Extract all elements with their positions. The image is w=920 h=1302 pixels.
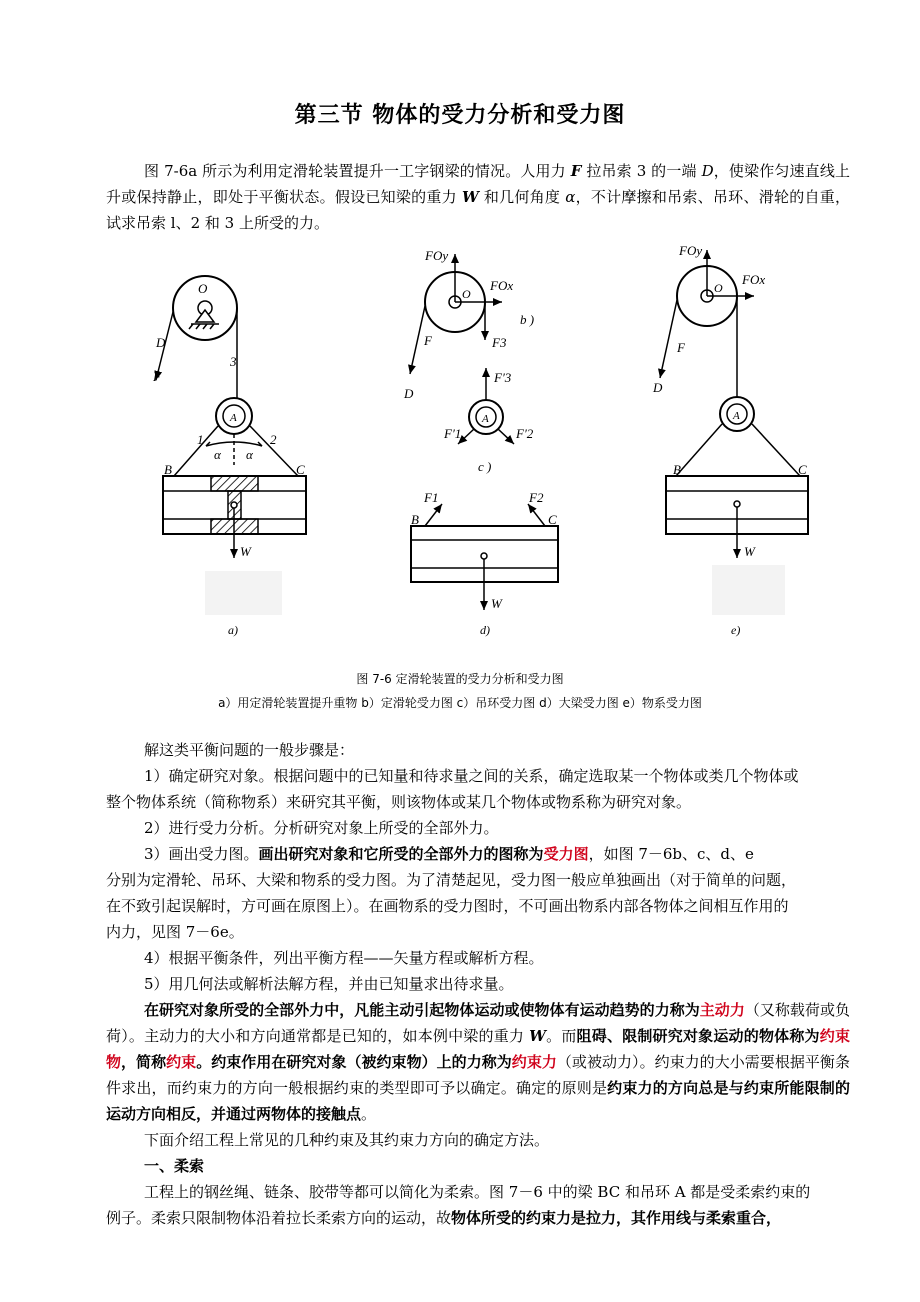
- figure-subcaption: a）用定滑轮装置提升重物 b）定滑轮受力图 c）吊环受力图 d）大梁受力图 e）物系受力图: [218, 696, 702, 710]
- sublabel-c: c ): [478, 459, 492, 474]
- label-C-d: C: [548, 512, 557, 527]
- label-FOy-e: FOy: [679, 243, 703, 258]
- image-placeholder-a: [205, 571, 282, 615]
- step-5: 5）用几何法或解析法解方程，并由已知量求出待求量。: [144, 975, 514, 993]
- page-title: 第三节 物体的受力分析和受力图: [294, 103, 626, 128]
- label-F-a: F: [153, 369, 161, 384]
- label-FOx-e: FOx: [742, 272, 766, 287]
- rope-line1: 工程上的钢丝绳、链条、胶带等都可以简化为柔索。图 7－6 中的梁 BC 和吊环 A 都是受柔索约束的: [144, 1183, 811, 1201]
- intro-paragraph: 图 7-6a 所示为利用定滑轮装置提升一工字钢梁的情况。人用力 F 拉吊索 3 的一端 D，使梁作匀速直线上升或保持静止，即处于平衡状态。假设已知梁的重力 W 和几何角度 α，不计摩擦和吊索、吊环、滑轮的自重，试求吊索 l、2 和 3 上所受的力。: [106, 162, 850, 232]
- label-O-a: O: [198, 281, 208, 296]
- label-alpha1-a: α: [214, 447, 221, 462]
- figure-svg: [0, 240, 920, 660]
- diagram-e: [660, 250, 808, 558]
- label-C-e: C: [798, 462, 807, 477]
- sublabel-a: a): [228, 623, 238, 637]
- label-W-a: W: [240, 544, 251, 559]
- rope-line2: 例子。柔索只限制物体沿着拉长柔索方向的运动，故物体所受的约束力是拉力，其作用线与柔索重合，: [106, 1209, 782, 1227]
- label-FOx-b: FOx: [490, 278, 514, 293]
- label-W-e: W: [744, 544, 755, 559]
- label-F2-d: F2: [529, 490, 544, 505]
- label-A-c: A: [482, 413, 489, 425]
- next-paragraph: 下面介绍工程上常见的几种约束及其约束力方向的确定方法。: [144, 1131, 550, 1149]
- label-alpha2-a: α: [246, 447, 253, 462]
- sublabel-b: b ): [520, 312, 535, 327]
- label-C-a: C: [296, 462, 305, 477]
- diagram-d: [411, 504, 558, 610]
- label-2-a: 2: [270, 432, 277, 447]
- label-1-a: 1: [197, 432, 204, 447]
- label-D-e: D: [653, 380, 663, 395]
- label-O-b: O: [462, 287, 471, 301]
- step-3-line3: 在不致引起误解时，方可画在原图上）。在画物系的受力图时，不可画出物系内部各物体之间相互作用的: [106, 897, 789, 915]
- step-3-line2: 分别为定滑轮、吊环、大梁和物系的受力图。为了清楚起见，受力图一般应单独画出（对于简单的问题，: [106, 871, 797, 889]
- label-F1-d: F1: [424, 490, 439, 505]
- step-3-line1: 3）画出受力图。画出研究对象和它所受的全部外力的图称为受力图，如图 7－6b、c、d、e: [144, 845, 754, 863]
- label-B-e: B: [673, 462, 681, 477]
- step-4: 4）根据平衡条件，列出平衡方程——矢量方程或解析方程。: [144, 949, 544, 967]
- label-F3p-c: F′3: [494, 370, 512, 385]
- label-3-a: 3: [230, 354, 237, 369]
- label-B-a: B: [164, 462, 172, 477]
- step-3-line4: 内力，见图 7－6e。: [106, 923, 244, 941]
- step-1-line1: 1）确定研究对象。根据问题中的已知量和待求量之间的关系，确定选取某一个物体或类几个物体或: [144, 767, 799, 785]
- label-D-b: D: [404, 386, 414, 401]
- label-F2p-c: F′2: [516, 426, 534, 441]
- step-2: 2）进行受力分析。分析研究对象上所受的全部外力。: [144, 819, 499, 837]
- label-A-e: A: [733, 410, 740, 422]
- label-F1p-c: F′1: [444, 426, 462, 441]
- label-W-d: W: [491, 596, 502, 611]
- diagram-b: [410, 254, 502, 374]
- definition-paragraph: 在研究对象所受的全部外力中，凡能主动引起物体运动或使物体有运动趋势的力称为主动力（又称载荷或负荷）。主动力的大小和方向通常都是已知的，如本例中梁的重力 W。而阻碍、限制研究对象运动的物体称为约束物，简称约束。约束作用在研究对象（被约束物）上的力称为约束力（或被动力）。约束力的大小需要根据平衡条件求出，而约束力的方向一般根据约束的类型即可予以确定。确定的原则是约束力的方向总是与约束所能限制的运动方向相反，并通过两物体的接触点。: [106, 1001, 850, 1123]
- sublabel-e: e): [731, 623, 741, 637]
- figure-caption: 图 7-6 定滑轮装置的受力分析和受力图: [356, 672, 564, 686]
- label-B-d: B: [411, 512, 419, 527]
- section-heading-rope: 一、柔索: [144, 1157, 205, 1175]
- label-FOy-b: FOy: [425, 248, 449, 263]
- label-F-b: F: [424, 333, 432, 348]
- label-D-a: D: [156, 335, 166, 350]
- steps-intro: 解这类平衡问题的一般步骤是：: [144, 741, 355, 759]
- step-1-line2: 整个物体系统（简称物系）来研究其平衡，则该物体或某几个物体或物系称为研究对象。: [106, 793, 692, 811]
- image-placeholder-e: [712, 565, 785, 615]
- label-F-e: F: [677, 340, 685, 355]
- label-O-e: O: [714, 281, 723, 295]
- label-F3-b: F3: [492, 335, 507, 350]
- label-A-a: A: [230, 412, 237, 424]
- figure-7-6: [0, 240, 920, 660]
- sublabel-d: d): [480, 623, 490, 637]
